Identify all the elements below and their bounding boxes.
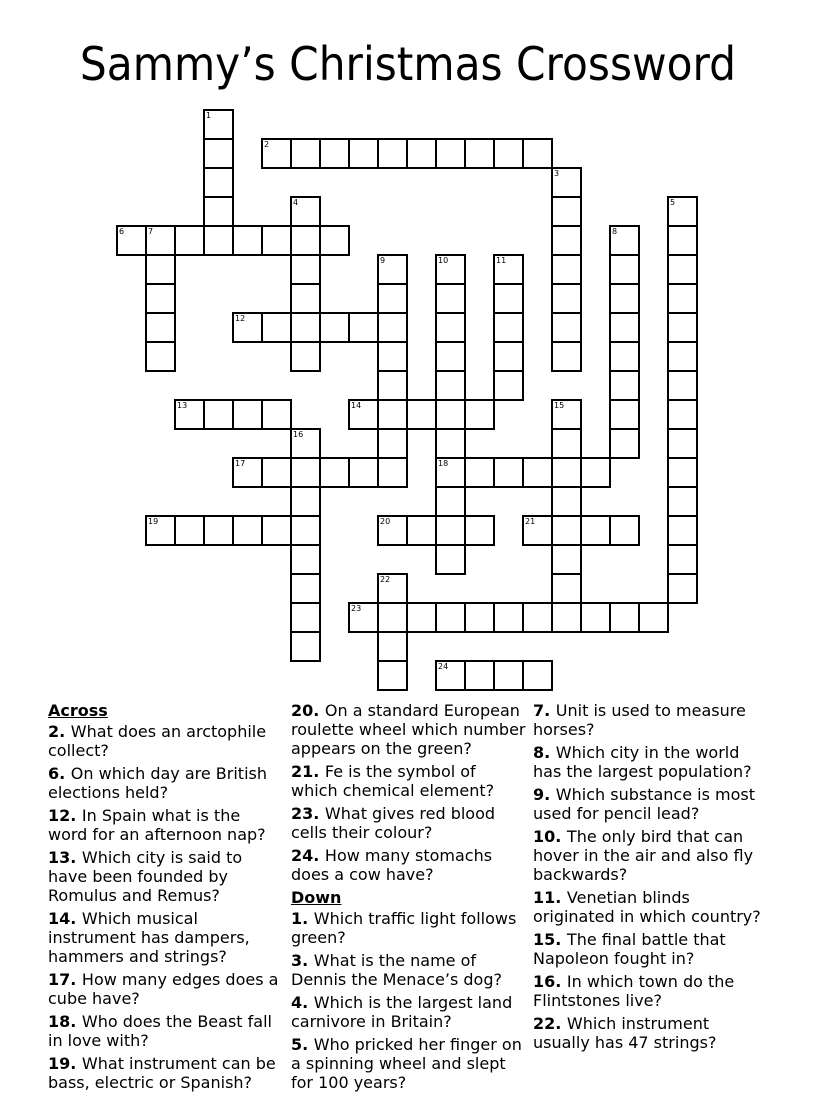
clues-column-2 — [291, 701, 526, 1096]
grid-cell[interactable] — [377, 515, 408, 546]
grid-cell[interactable] — [290, 196, 321, 227]
clue-down-22: 22 . Which instrument usually has 47 strings? — [533, 1014, 768, 1052]
grid-cell[interactable] — [609, 428, 640, 459]
clue-down-10: 10 . The only bird that can hover in the air and also fly backwards? — [533, 827, 768, 884]
grid-cell[interactable] — [435, 254, 466, 285]
clue-number: 2 — [264, 140, 270, 149]
grid-cell[interactable] — [290, 602, 321, 633]
clue-number: 4 — [293, 198, 299, 207]
grid-cell[interactable] — [522, 457, 553, 488]
grid-cell[interactable] — [290, 544, 321, 575]
grid-cell[interactable] — [493, 283, 524, 314]
grid-cell[interactable] — [232, 399, 263, 430]
grid-cell[interactable] — [435, 399, 466, 430]
clue-number: 3 — [554, 169, 560, 178]
clues-column-3 — [533, 701, 768, 1056]
clue-down-7: 7 . Unit is used to measure horses? — [533, 701, 768, 739]
clue-number: 10 — [438, 256, 449, 265]
grid-cell[interactable] — [551, 312, 582, 343]
grid-cell[interactable] — [638, 602, 669, 633]
grid-cell[interactable] — [551, 196, 582, 227]
grid-cell[interactable] — [319, 312, 350, 343]
clue-number: 15 — [554, 401, 565, 410]
clue-number: 5 — [670, 198, 676, 207]
clue-down-8: 8 . Which city in the world has the largest population? — [533, 743, 768, 781]
clue-across-21: 21 . Fe is the symbol of which chemical element? — [291, 762, 526, 800]
grid-cell[interactable] — [290, 312, 321, 343]
grid-cell[interactable] — [203, 515, 234, 546]
grid-cell[interactable] — [464, 602, 495, 633]
clue-number: 19 — [148, 517, 159, 526]
grid-cell[interactable] — [203, 196, 234, 227]
grid-cell[interactable] — [145, 312, 176, 343]
grid-cell[interactable] — [493, 660, 524, 691]
grid-cell[interactable] — [261, 399, 292, 430]
grid-cell[interactable] — [435, 138, 466, 169]
grid-cell[interactable] — [551, 486, 582, 517]
grid-cell[interactable] — [377, 283, 408, 314]
grid-cell[interactable] — [290, 457, 321, 488]
grid-cell[interactable] — [551, 254, 582, 285]
clue-across-17: 17 . How many edges does a cube have? — [48, 970, 283, 1008]
grid-cell[interactable] — [145, 225, 176, 256]
clues-column-1 — [48, 701, 283, 1096]
grid-cell[interactable] — [522, 660, 553, 691]
grid-cell[interactable] — [174, 515, 205, 546]
grid-cell[interactable] — [290, 573, 321, 604]
grid-cell[interactable] — [493, 341, 524, 372]
clue-across-24: 24 . How many stomachs does a cow have? — [291, 846, 526, 884]
grid-cell[interactable] — [319, 225, 350, 256]
crossword-grid — [117, 110, 727, 710]
grid-cell[interactable] — [377, 428, 408, 459]
grid-cell[interactable] — [464, 515, 495, 546]
grid-cell[interactable] — [348, 399, 379, 430]
clue-down-3: 3 . What is the name of Dennis the Menace’s dog? — [291, 951, 526, 989]
clue-across-18: 18 . Who does the Beast fall in love with? — [48, 1012, 283, 1050]
grid-cell[interactable] — [290, 631, 321, 662]
grid-cell[interactable] — [667, 196, 698, 227]
grid-cell[interactable] — [493, 312, 524, 343]
grid-cell[interactable] — [435, 602, 466, 633]
grid-cell[interactable] — [551, 225, 582, 256]
clue-across-19: 19 . What instrument can be bass, electric or Spanish? — [48, 1054, 283, 1092]
grid-cell[interactable] — [551, 428, 582, 459]
grid-cell[interactable] — [290, 486, 321, 517]
grid-cell[interactable] — [464, 457, 495, 488]
grid-cell[interactable] — [435, 457, 466, 488]
grid-cell[interactable] — [116, 225, 147, 256]
clue-number: 13 — [177, 401, 188, 410]
clue-across-14: 14 . Which musical instrument has dampers, hammers and strings? — [48, 909, 283, 966]
grid-cell[interactable] — [464, 660, 495, 691]
grid-cell[interactable] — [290, 341, 321, 372]
grid-cell[interactable] — [667, 225, 698, 256]
clue-number: 18 — [438, 459, 449, 468]
grid-cell[interactable] — [609, 341, 640, 372]
grid-cell[interactable] — [435, 515, 466, 546]
clue-number: 17 — [235, 459, 246, 468]
grid-cell[interactable] — [667, 254, 698, 285]
grid-cell[interactable] — [551, 544, 582, 575]
grid-cell[interactable] — [522, 602, 553, 633]
grid-cell[interactable] — [493, 254, 524, 285]
clue-across-6: 6 . On which day are British elections held? — [48, 764, 283, 802]
grid-cell[interactable] — [435, 312, 466, 343]
grid-cell[interactable] — [348, 312, 379, 343]
grid-cell[interactable] — [580, 602, 611, 633]
grid-cell[interactable] — [667, 399, 698, 430]
clue-number: 22 — [380, 575, 391, 584]
grid-cell[interactable] — [551, 341, 582, 372]
grid-cell[interactable] — [377, 602, 408, 633]
grid-cell[interactable] — [377, 457, 408, 488]
grid-cell[interactable] — [667, 428, 698, 459]
clue-number: 23 — [351, 604, 362, 613]
clue-across-2: 2 . What does an arctophile collect? — [48, 722, 283, 760]
clue-down-1: 1 . Which traffic light follows green? — [291, 909, 526, 947]
grid-cell[interactable] — [203, 109, 234, 140]
clue-down-5: 5 . Who pricked her finger on a spinning wheel and slept for 100 years? — [291, 1035, 526, 1092]
grid-cell[interactable] — [406, 138, 437, 169]
grid-cell[interactable] — [290, 138, 321, 169]
clue-number: 8 — [612, 227, 618, 236]
grid-cell[interactable] — [580, 457, 611, 488]
grid-cell[interactable] — [435, 341, 466, 372]
grid-cell[interactable] — [203, 167, 234, 198]
grid-cell[interactable] — [348, 138, 379, 169]
grid-cell[interactable] — [667, 544, 698, 575]
grid-cell[interactable] — [609, 312, 640, 343]
grid-cell[interactable] — [667, 312, 698, 343]
grid-cell[interactable] — [145, 341, 176, 372]
grid-cell[interactable] — [551, 167, 582, 198]
grid-cell[interactable] — [145, 283, 176, 314]
grid-cell[interactable] — [493, 457, 524, 488]
grid-cell[interactable] — [551, 399, 582, 430]
grid-cell[interactable] — [261, 138, 292, 169]
grid-cell[interactable] — [435, 544, 466, 575]
clue-number: 6 — [119, 227, 125, 236]
grid-cell[interactable] — [290, 515, 321, 546]
grid-cell[interactable] — [203, 399, 234, 430]
clue-down-16: 16 . In which town do the Flintstones live? — [533, 972, 768, 1010]
grid-cell[interactable] — [609, 283, 640, 314]
grid-cell[interactable] — [667, 341, 698, 372]
grid-cell[interactable] — [522, 515, 553, 546]
grid-cell[interactable] — [174, 225, 205, 256]
grid-cell[interactable] — [435, 428, 466, 459]
clue-across-12: 12 . In Spain what is the word for an afternoon nap? — [48, 806, 283, 844]
grid-cell[interactable] — [667, 457, 698, 488]
grid-cell[interactable] — [319, 138, 350, 169]
grid-cell[interactable] — [377, 370, 408, 401]
grid-cell[interactable] — [174, 399, 205, 430]
clue-down-4: 4 . Which is the largest land carnivore in Britain? — [291, 993, 526, 1031]
grid-cell[interactable] — [609, 225, 640, 256]
grid-cell[interactable] — [609, 515, 640, 546]
grid-cell[interactable] — [667, 573, 698, 604]
clue-number: 11 — [496, 256, 507, 265]
grid-cell[interactable] — [435, 486, 466, 517]
grid-cell[interactable] — [261, 457, 292, 488]
grid-cell[interactable] — [348, 457, 379, 488]
grid-cell[interactable] — [232, 225, 263, 256]
grid-cell[interactable] — [493, 370, 524, 401]
grid-cell[interactable] — [348, 602, 379, 633]
grid-cell[interactable] — [667, 515, 698, 546]
grid-cell[interactable] — [232, 312, 263, 343]
clue-down-15: 15 . The final battle that Napoleon fought in? — [533, 930, 768, 968]
grid-cell[interactable] — [406, 602, 437, 633]
grid-cell[interactable] — [464, 138, 495, 169]
grid-cell[interactable] — [377, 573, 408, 604]
grid-cell[interactable] — [261, 515, 292, 546]
grid-cell[interactable] — [377, 399, 408, 430]
grid-cell[interactable] — [609, 602, 640, 633]
grid-cell[interactable] — [580, 515, 611, 546]
grid-cell[interactable] — [377, 138, 408, 169]
grid-cell[interactable] — [435, 660, 466, 691]
grid-cell[interactable] — [261, 225, 292, 256]
clue-number: 16 — [293, 430, 304, 439]
clue-number: 1 — [206, 111, 212, 120]
grid-cell[interactable] — [203, 225, 234, 256]
clue-number: 12 — [235, 314, 246, 323]
grid-cell[interactable] — [551, 573, 582, 604]
grid-cell[interactable] — [435, 370, 466, 401]
grid-cell[interactable] — [609, 370, 640, 401]
grid-cell[interactable] — [377, 312, 408, 343]
grid-cell[interactable] — [667, 283, 698, 314]
grid-cell[interactable] — [667, 486, 698, 517]
grid-cell[interactable] — [406, 399, 437, 430]
grid-cell[interactable] — [493, 138, 524, 169]
clue-number: 7 — [148, 227, 154, 236]
clue-across-20: 20 . On a standard European roulette wheel which number appears on the green? — [291, 701, 526, 758]
grid-cell[interactable] — [377, 341, 408, 372]
clue-number: 21 — [525, 517, 536, 526]
grid-cell[interactable] — [609, 399, 640, 430]
across-heading: Across — [48, 701, 108, 720]
grid-cell[interactable] — [145, 515, 176, 546]
grid-cell[interactable] — [377, 254, 408, 285]
grid-cell[interactable] — [551, 457, 582, 488]
grid-cell[interactable] — [319, 457, 350, 488]
clue-across-23: 23 . What gives red blood cells their colour? — [291, 804, 526, 842]
grid-cell[interactable] — [232, 515, 263, 546]
clue-number: 9 — [380, 256, 386, 265]
grid-cell[interactable] — [551, 602, 582, 633]
grid-cell[interactable] — [667, 370, 698, 401]
grid-cell[interactable] — [609, 254, 640, 285]
grid-cell[interactable] — [522, 138, 553, 169]
grid-cell[interactable] — [493, 602, 524, 633]
clue-across-13: 13 . Which city is said to have been founded by Romulus and Remus? — [48, 848, 283, 905]
grid-cell[interactable] — [290, 225, 321, 256]
grid-cell[interactable] — [290, 254, 321, 285]
clue-down-9: 9 . Which substance is most used for pencil lead? — [533, 785, 768, 823]
grid-cell[interactable] — [551, 283, 582, 314]
down-heading: Down — [291, 888, 342, 907]
clue-down-11: 11 . Venetian blinds originated in which country? — [533, 888, 768, 926]
grid-cell[interactable] — [464, 399, 495, 430]
clue-number: 24 — [438, 662, 449, 671]
clue-number: 14 — [351, 401, 362, 410]
grid-cell[interactable] — [145, 254, 176, 285]
page-title: Sammy’s Christmas Crossword — [79, 37, 737, 91]
grid-cell[interactable] — [261, 312, 292, 343]
clue-number: 20 — [380, 517, 391, 526]
grid-cell[interactable] — [435, 283, 466, 314]
grid-cell[interactable] — [377, 660, 408, 691]
grid-cell[interactable] — [232, 457, 263, 488]
grid-cell[interactable] — [203, 138, 234, 169]
grid-cell[interactable] — [377, 631, 408, 662]
grid-cell[interactable] — [290, 283, 321, 314]
grid-cell[interactable] — [290, 428, 321, 459]
grid-cell[interactable] — [551, 515, 582, 546]
grid-cell[interactable] — [406, 515, 437, 546]
